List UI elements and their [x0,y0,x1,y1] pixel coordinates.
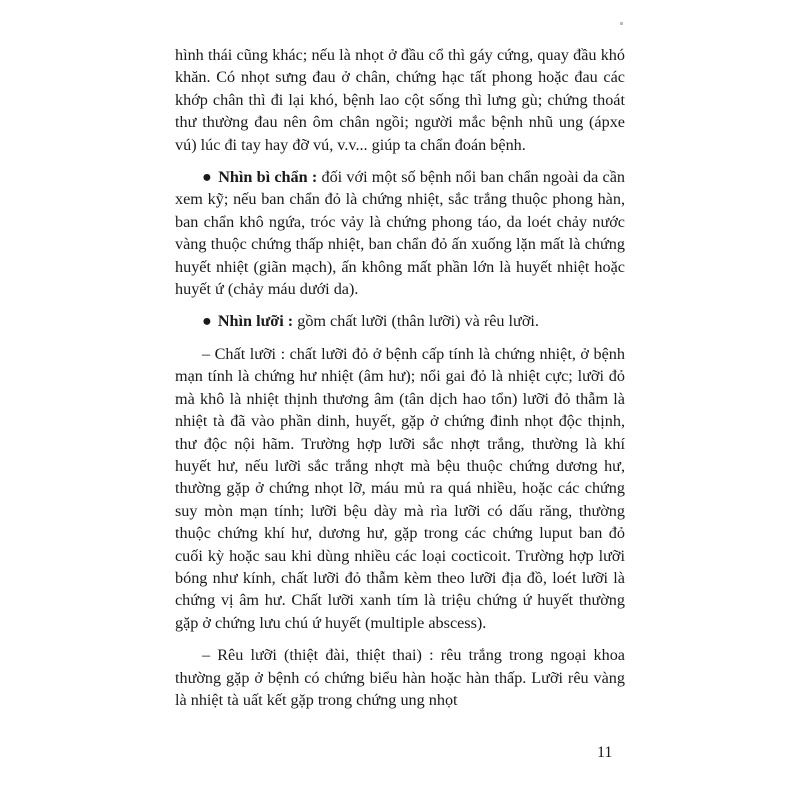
section-lead-skin: Nhìn bì chẩn : [218,168,318,187]
paragraph-tongue-exam [175,310,625,332]
paragraph-tongue-body: – Chất lưỡi : chất lưỡi đỏ ở bệnh cấp tính là chứng nhiệt, ở bệnh mạn tính là chứng hư nhiệt (âm hư); nổi gai đỏ là nhiệt cực; lưỡi đỏ mà khô là nhiệt thịnh thương âm (tân dịch hao tổn) lưỡi đỏ thẫm là nhiệt tà đã vào phần dinh, huyết, gặp ở chứng đinh nhọt độc thịnh, thư độc nội hãm. Trường hợp lưỡi sắc nhợt trắng, thường là khí huyết hư, nếu lưỡi sắc trắng nhợt mà bệu thuộc chứng dương hư, thường gặp ở chứng nhọt lỡ, máu mủ ra quá nhiều, hoặc các chứng suy mòn mạn tính; lưỡi bệu dày mà rìa lưỡi có dấu răng, thường thuộc chứng khí hư, dương hư, gặp trong các chứng luput ban đỏ cuối kỳ hoặc sau khi dùng nhiều các loại cocticoit. Trường hợp lưỡi bóng như kính, chất lưỡi đỏ thẫm kèm theo lưỡi địa đồ, loét lưỡi là chứng vị âm hư. Chất lưỡi xanh tím là triệu chứng ứ huyết thường gặp ở chứng lưu chú ứ huyết (multiple abscess). [175,344,625,632]
bullet-icon: ● [202,312,212,331]
page-body [175,44,625,721]
section-lead-tongue: Nhìn lưỡi : [217,312,294,331]
section-text-tongue: gồm chất lưỡi (thân lưỡi) và rêu lưỡi. [293,312,539,331]
paragraph-skin-exam [175,166,625,300]
corner-mark [620,22,623,25]
bullet-icon: ● [202,168,212,187]
paragraph-tongue-coating: – Rêu lưỡi (thiệt đài, thiệt thai) : rêu trắng trong ngoại khoa thường gặp ở bệnh có chứng biểu hàn hoặc hàn thấp. Lưỡi rêu vàng là nhiệt tà uất kết gặp trong chứng ung nhọt [175,646,625,709]
section-text-skin: đối với một số bệnh nổi ban chẩn ngoài da cần xem kỹ; nếu ban chẩn đỏ là chứng nhiệt, sắc trắng thuộc phong hàn, ban chẩn khô ngứa, tróc vảy là chứng phong táo, da loét chảy nước vàng thuộc chứng thấp nhiệt, ban chẩn đỏ ấn xuống lặn mất là chứng huyết nhiệt (giãn mạch), ấn không mất phần lớn là huyết nhiệt hoặc huyết ứ (chảy máu dưới da). [175,168,625,299]
page-number: 11 [597,744,613,761]
paragraph-continuation: hình thái cũng khác; nếu là nhọt ở đầu cổ thì gáy cứng, quay đầu khó khăn. Có nhọt sưng đau ở chân, chứng hạc tất phong hoặc đau các khớp chân thì đi lại khó, bệnh lao cột sống thì lưng gù; chứng thoát thư thường đau nên ôm chân ngồi; người mắc bệnh nhũ ung (ápxe vú) lúc đi tay hay đỡ vú, v.v... giúp ta chẩn đoán bệnh. [175,46,625,154]
